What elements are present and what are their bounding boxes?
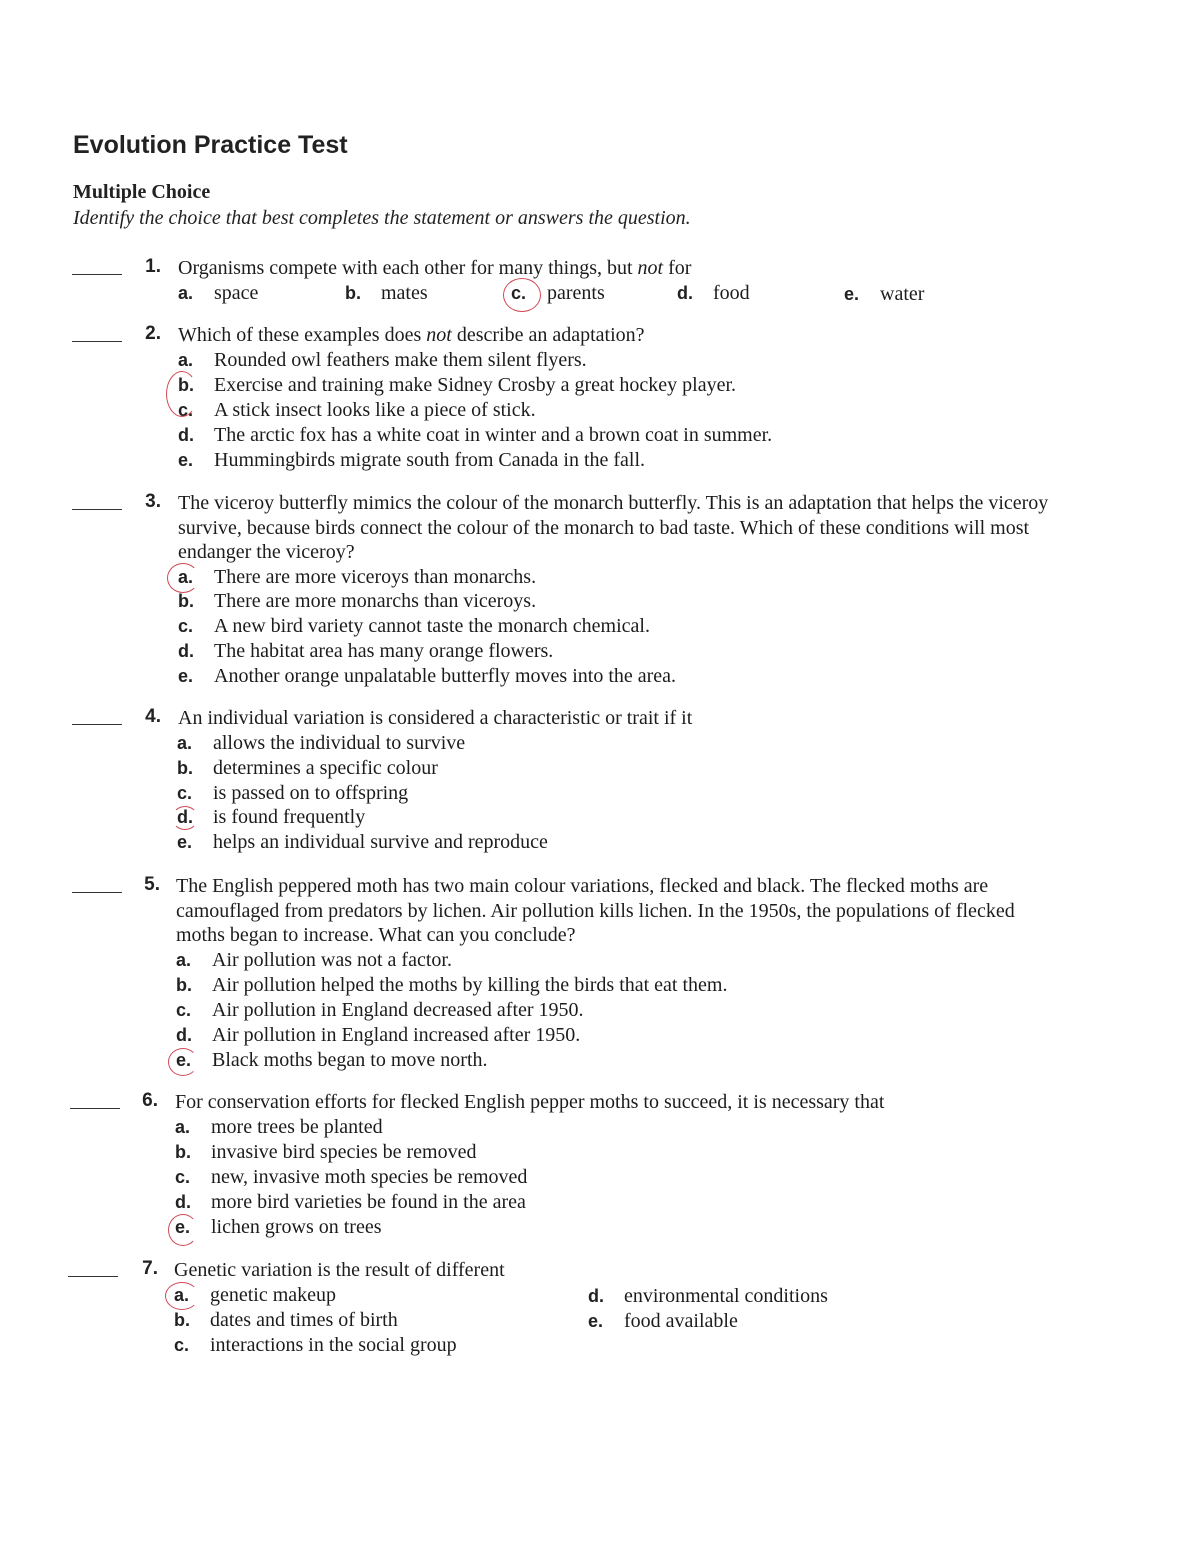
- option-b[interactable]: b. Air pollution helped the moths by killing the birds that eat them.: [176, 974, 728, 996]
- question-stem-line: camouflaged from predators by lichen. Air pollution kills lichen. In the 1950s, the populations of flecked: [176, 900, 1015, 922]
- question-stem-line: moths began to increase. What can you conclude?: [176, 924, 576, 946]
- option-a[interactable]: a. Air pollution was not a factor.: [176, 949, 452, 971]
- option-c[interactable]: c. Air pollution in England decreased after 1950.: [176, 999, 584, 1021]
- option-b[interactable]: b. determines a specific colour: [177, 757, 438, 779]
- option-a[interactable]: a. more trees be planted: [175, 1116, 383, 1138]
- option-e[interactable]: e. water: [844, 283, 925, 305]
- answer-blank[interactable]: [68, 1258, 118, 1277]
- option-b[interactable]: b. Exercise and training make Sidney Crosby a great hockey player.: [178, 374, 737, 396]
- option-a[interactable]: a. allows the individual to survive: [177, 732, 466, 754]
- answer-blank[interactable]: [72, 491, 122, 510]
- question-number: 2.: [145, 323, 161, 344]
- option-d[interactable]: d. The habitat area has many orange flowers.: [178, 640, 554, 662]
- question-stem: Organisms compete with each other for many things, but not for: [178, 257, 692, 279]
- question-number: 1.: [145, 256, 161, 277]
- question-number: 5.: [144, 874, 160, 895]
- question-stem-line: Genetic variation is the result of different: [174, 1259, 505, 1281]
- option-e[interactable]: e. helps an individual survive and reproduce: [177, 831, 548, 853]
- answer-blank[interactable]: [72, 706, 122, 725]
- answer-circle-mark: [166, 371, 198, 417]
- option-d[interactable]: d. The arctic fox has a white coat in winter and a brown coat in summer.: [178, 424, 773, 446]
- option-b[interactable]: b. mates: [345, 282, 428, 304]
- option-c[interactable]: c. parents: [511, 282, 605, 304]
- option-a[interactable]: a. Rounded owl feathers make them silent flyers.: [178, 349, 587, 371]
- question-number: 3.: [145, 491, 161, 512]
- answer-circle-mark: [168, 1048, 198, 1076]
- answer-blank[interactable]: [70, 1090, 120, 1109]
- option-c[interactable]: c. new, invasive moth species be removed: [175, 1166, 528, 1188]
- question-stem-line: For conservation efforts for flecked English pepper moths to succeed, it is necessary that: [175, 1091, 885, 1113]
- answer-blank[interactable]: [72, 874, 122, 893]
- question-stem-line: An individual variation is considered a characteristic or trait if it: [178, 707, 693, 729]
- question-stem-line: endanger the viceroy?: [178, 541, 355, 563]
- option-d[interactable]: d. food: [677, 282, 750, 304]
- question-stem: Which of these examples does not describe an adaptation?: [178, 324, 645, 346]
- instructions: Identify the choice that best completes the statement or answers the question.: [73, 207, 691, 229]
- answer-blank[interactable]: [72, 256, 122, 275]
- question-number: 6.: [142, 1090, 158, 1111]
- option-a[interactable]: a. genetic makeup: [174, 1284, 337, 1306]
- option-b[interactable]: b. There are more monarchs than viceroys.: [178, 590, 537, 612]
- option-c[interactable]: c. interactions in the social group: [174, 1334, 457, 1356]
- option-c[interactable]: c. A stick insect looks like a piece of stick.: [178, 399, 536, 421]
- answer-blank[interactable]: [72, 323, 122, 342]
- page-title: Evolution Practice Test: [73, 131, 348, 159]
- option-e[interactable]: e. Another orange unpalatable butterfly moves into the area.: [178, 665, 677, 687]
- question-number: 7.: [142, 1258, 158, 1279]
- question-number: 4.: [145, 706, 161, 727]
- section-heading: Multiple Choice: [73, 181, 211, 203]
- option-e[interactable]: e. lichen grows on trees: [175, 1216, 382, 1238]
- option-e[interactable]: e. Hummingbirds migrate south from Canada in the fall.: [178, 449, 646, 471]
- option-c[interactable]: c. is passed on to offspring: [177, 782, 409, 804]
- option-b[interactable]: b. invasive bird species be removed: [175, 1141, 477, 1163]
- answer-circle-mark: [168, 1214, 198, 1246]
- option-d[interactable]: d. is found frequently: [177, 806, 366, 828]
- question-stem-line: The English peppered moth has two main colour variations, flecked and black. The flecked moths are: [176, 875, 989, 897]
- answer-check-mark: [172, 806, 198, 830]
- option-a[interactable]: a. There are more viceroys than monarchs.: [178, 566, 537, 588]
- option-e[interactable]: e. Black moths began to move north.: [176, 1049, 488, 1071]
- answer-circle-mark: [165, 1282, 199, 1310]
- option-c[interactable]: c. A new bird variety cannot taste the monarch chemical.: [178, 615, 650, 637]
- answer-circle-mark: [167, 563, 199, 593]
- answer-circle-mark: [503, 278, 541, 312]
- option-b[interactable]: b. dates and times of birth: [174, 1309, 398, 1331]
- option-a[interactable]: a. space: [178, 282, 259, 304]
- option-d[interactable]: d. environmental conditions: [588, 1285, 828, 1307]
- question-stem-line: The viceroy butterfly mimics the colour of the monarch butterfly. This is an adaptation that helps the viceroy: [178, 492, 1049, 514]
- option-d[interactable]: d. Air pollution in England increased after 1950.: [176, 1024, 581, 1046]
- option-d[interactable]: d. more bird varieties be found in the area: [175, 1191, 526, 1213]
- question-stem-line: survive, because birds connect the colour of the monarch to bad taste. Which of these conditions will most: [178, 517, 1030, 539]
- option-e[interactable]: e. food available: [588, 1310, 738, 1332]
